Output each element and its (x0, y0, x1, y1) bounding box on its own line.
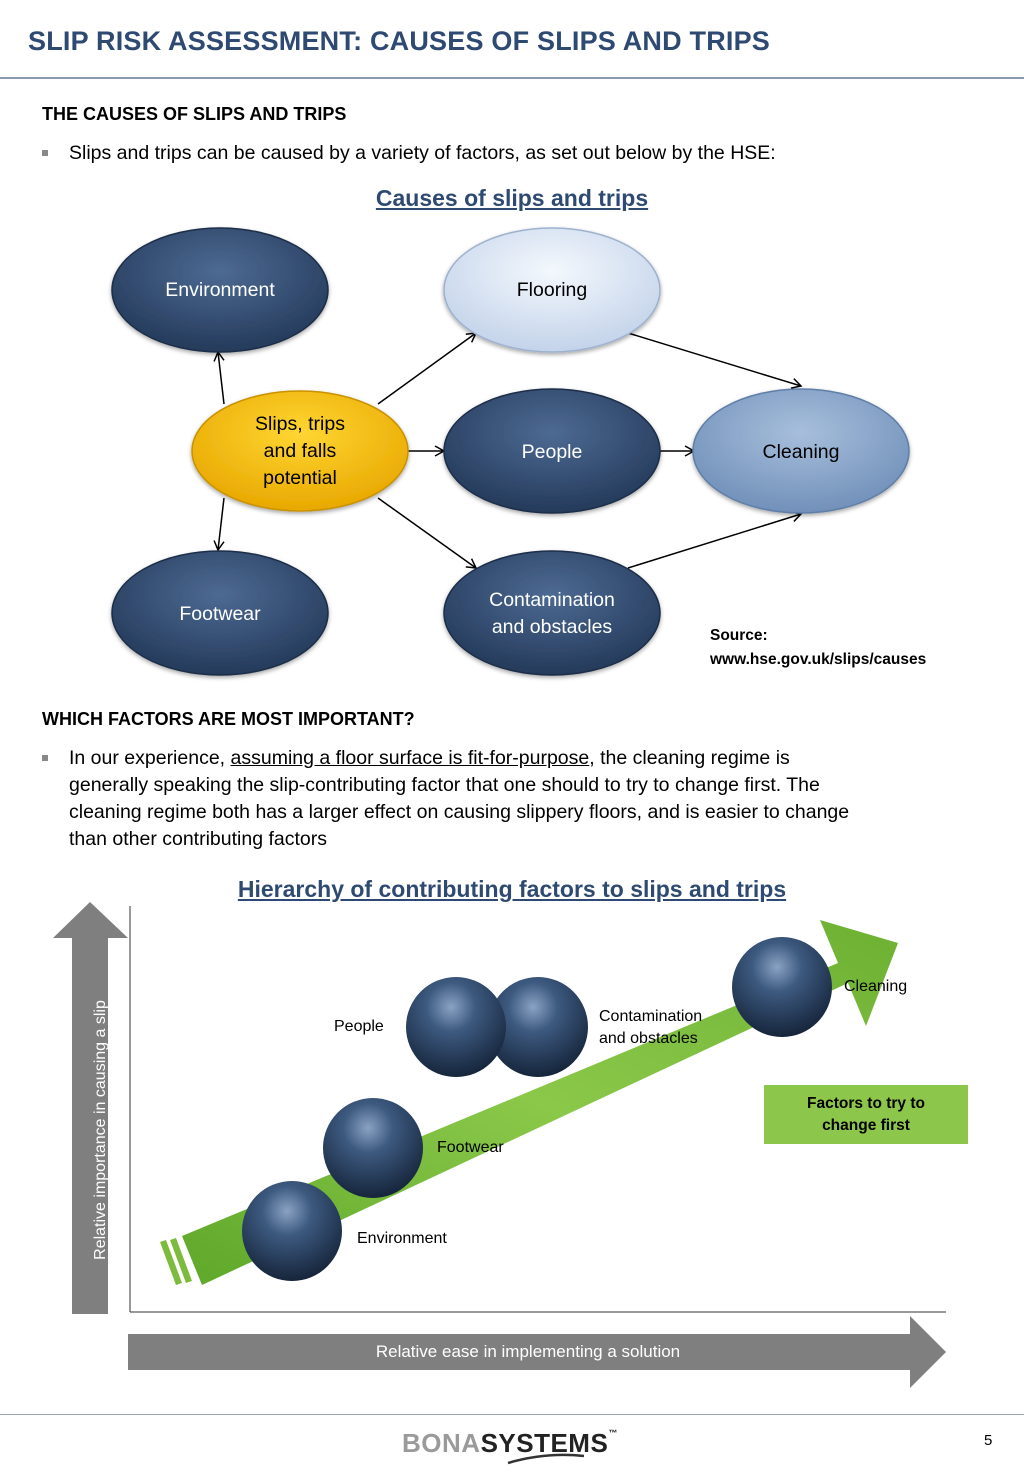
flooring-label: Flooring (516, 278, 588, 301)
arrow-to-contamination (378, 498, 476, 568)
contamination-label-line1: Contamination (489, 589, 615, 611)
cleaning-sphere (732, 937, 832, 1037)
arrow-to-footwear (218, 498, 224, 550)
environment-chart-label: Environment (357, 1230, 447, 1247)
callout-line2: change first (822, 1116, 910, 1134)
cleaning-chart-label: Cleaning (844, 978, 908, 995)
diagram-title-causes: Causes of slips and trips (375, 185, 649, 211)
contamination-chart-label-line1: Contamination (599, 1008, 703, 1025)
hierarchy-diagram (0, 895, 1024, 1395)
center-label (192, 411, 408, 492)
people-chart-label: People (334, 1018, 384, 1035)
cleaning-label: Cleaning (762, 440, 840, 463)
y-axis-label: Relative importance in causing a slip (92, 1000, 109, 1260)
contamination-chart-label (599, 1006, 702, 1050)
arrow-to-flooring (378, 333, 476, 404)
people-sphere (406, 977, 506, 1077)
y-axis-arrow (53, 902, 128, 1314)
bullet-important (42, 745, 1002, 855)
bullet-marker (42, 755, 48, 761)
factors-callout (764, 1085, 968, 1144)
footwear-chart-label: Footwear (437, 1139, 504, 1156)
bullet-text: Slips and trips can be caused by a variety of factors, as set out below by the HSE: (69, 142, 776, 164)
environment-sphere (242, 1181, 342, 1281)
center-label-line2: and falls (263, 440, 337, 462)
source-note (710, 624, 926, 672)
center-label-line3: potential (263, 467, 337, 489)
footer-divider (0, 1414, 1024, 1415)
header-divider (0, 77, 1024, 79)
logo-part2: SYSTEMS (480, 1428, 609, 1458)
section-heading-important: WHICH FACTORS ARE MOST IMPORTANT? (42, 709, 415, 729)
footwear-sphere (323, 1098, 423, 1198)
page-title: SLIP RISK ASSESSMENT: CAUSES OF SLIPS AND TRIPS (28, 26, 771, 56)
logo-tm: ™ (608, 1428, 618, 1438)
contamination-chart-label-line2: and obstacles (599, 1030, 698, 1047)
bullet-marker (42, 150, 48, 156)
logo-swoosh (506, 1452, 586, 1466)
arrow-to-environment (218, 352, 224, 404)
arrow-contamination-to-cleaning (628, 514, 801, 568)
bullet-text-line2: generally speaking the slip-contributing factor that one should to try to change first. The (69, 774, 820, 796)
bullet-text-post: , the cleaning regime is (589, 747, 790, 769)
bullet-text-pre: In our experience, (69, 747, 231, 769)
x-axis-label: Relative ease in implementing a solution (375, 1342, 681, 1361)
source-label: Source: (710, 627, 768, 644)
logo-part1: BONA (402, 1428, 481, 1458)
environment-label: Environment (165, 278, 275, 301)
bullet-text-line3: cleaning regime both has a larger effect on causing slippery floors, and is easier to change (69, 801, 850, 823)
section-heading-causes: THE CAUSES OF SLIPS AND TRIPS (42, 104, 347, 124)
bullet-text-underlined: assuming a floor surface is fit-for-purpose (230, 747, 590, 769)
center-label-line1: Slips, trips (255, 413, 345, 435)
callout-line1: Factors to try to (807, 1094, 925, 1112)
people-label: People (521, 440, 583, 463)
contamination-label-line2: and obstacles (491, 616, 613, 638)
bullet-text-line4: than other contributing factors (69, 828, 327, 850)
bullet-causes (42, 140, 1002, 167)
page-number: 5 (984, 1432, 993, 1449)
diagram-title-hierarchy: Hierarchy of contributing factors to slips and trips (237, 876, 787, 902)
footwear-label: Footwear (179, 602, 261, 625)
contamination-label (444, 587, 660, 641)
source-url: www.hse.gov.uk/slips/causes (710, 651, 927, 668)
arrow-flooring-to-cleaning (628, 333, 801, 386)
bullet-important-text (69, 745, 999, 853)
